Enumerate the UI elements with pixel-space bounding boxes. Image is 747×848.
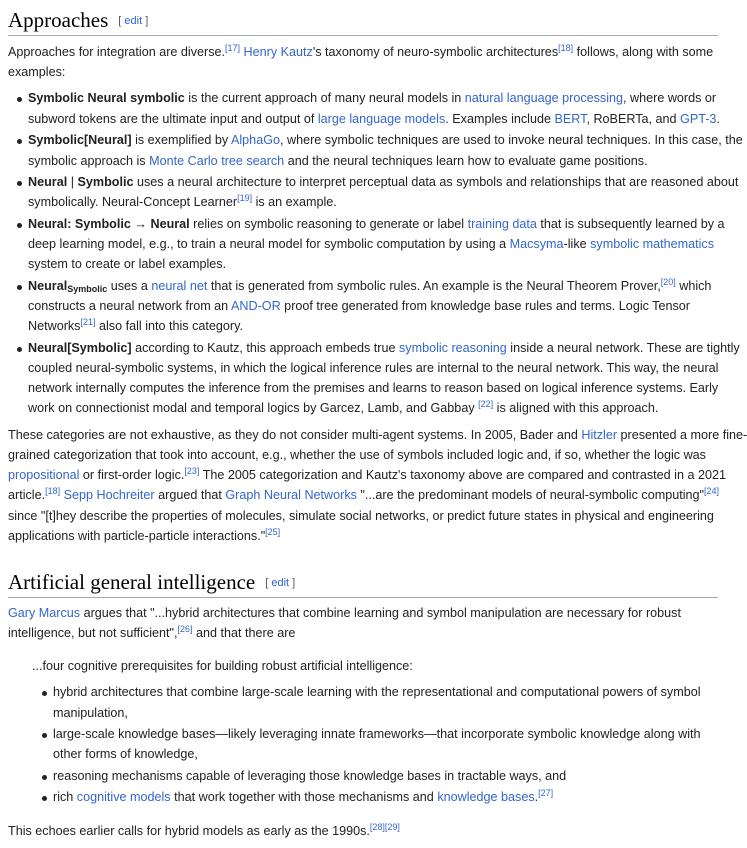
edit-section-link[interactable]: [ edit ] (118, 15, 149, 27)
text: system to create or label examples. (28, 257, 227, 271)
text: , where words or (623, 91, 717, 105)
link-alphago[interactable]: AlphaGo (230, 133, 280, 147)
text: Approaches for integration are diverse. (8, 45, 226, 59)
citation-21[interactable]: [21] (80, 316, 96, 327)
text: article. (8, 488, 46, 502)
quote-list-item (53, 767, 566, 785)
bullet-dot (17, 223, 22, 228)
text: inside a neural network. These are tightly (506, 341, 740, 355)
text: that is subsequently learned by a (536, 217, 725, 231)
text: rich (53, 790, 77, 804)
list-item-cont (28, 235, 714, 253)
link-symbolic-reasoning[interactable]: symbolic reasoning (399, 341, 507, 355)
text: is exemplified by (131, 133, 231, 147)
text: . (716, 112, 720, 126)
citation-28[interactable]: [28] (369, 821, 385, 832)
quote-list-item-cont (53, 704, 128, 722)
text: ...four cognitive prerequisites for building robust artificial intelligence: (32, 659, 413, 673)
paragraph-line (8, 527, 280, 545)
text: according to Kautz, this approach embeds true (131, 341, 399, 355)
link-nlp[interactable]: natural language processing (464, 91, 624, 105)
section-heading-approaches (8, 7, 148, 34)
list-item-cont (28, 110, 720, 128)
text: since "[t]hey describe the properties of molecules, simulate social networks, or predict future states in physical and engineering (8, 509, 714, 523)
paragraph-line (8, 604, 681, 622)
text: argues that "...hybrid architectures that combine learning and symbol manipulation are necessary for robust (80, 606, 681, 620)
text: presented a more fine- (617, 428, 747, 442)
link-symbolic-mathematics[interactable]: symbolic mathematics (590, 237, 714, 251)
list-item-cont (28, 317, 243, 335)
bullet-dot (42, 733, 47, 738)
text: symbolically. Neural-Concept Learner (28, 195, 238, 209)
link-knowledge-bases[interactable]: knowledge bases (437, 790, 535, 804)
quote-list-item (53, 725, 701, 743)
text: uses a neural architecture to interpret perceptual data as symbols and relationships that are reasoned about (133, 175, 739, 189)
citation-17[interactable]: [17] (225, 42, 241, 53)
text: and that there are (192, 626, 296, 640)
text: work on connectionist modal and temporal logics by Garcez, Lamb, and Gabbay (28, 401, 479, 415)
paragraph-line (8, 624, 295, 642)
text: and the neural techniques learn how to evaluate game positions. (284, 154, 648, 168)
bold-term: Symbolic[Neural] (28, 133, 132, 147)
link-mcts[interactable]: Monte Carlo tree search (149, 154, 285, 168)
quote-list-item (53, 683, 701, 701)
quote-list-item (53, 788, 553, 806)
heading-divider (8, 597, 718, 598)
paragraph-line (8, 43, 713, 61)
list-item-cont (28, 193, 337, 211)
list-item (28, 173, 738, 191)
text: constructs a neural network from an (28, 299, 231, 313)
text: | (67, 175, 78, 189)
text: 's taxonomy of neuro-symbolic architectures (312, 45, 559, 59)
bullet-dot (42, 796, 47, 801)
text: Neural (28, 279, 68, 293)
list-item (28, 131, 743, 149)
link-propositional[interactable]: propositional (8, 468, 80, 482)
citation-24[interactable]: [24] (703, 485, 719, 496)
paragraph-line (8, 507, 714, 525)
link-macsyma[interactable]: Macsyma (509, 237, 564, 251)
text: other forms of knowledge, (53, 747, 198, 761)
text: symbolic approach is (28, 154, 150, 168)
citation-27[interactable]: [27] (538, 787, 554, 798)
list-item-cont (28, 152, 648, 170)
text: follows, along with some (573, 45, 714, 59)
link-gpt3[interactable]: GPT-3 (680, 112, 717, 126)
bullet-dot (17, 181, 22, 186)
text: Networks (28, 319, 81, 333)
edit-section-link[interactable]: [ edit ] (265, 577, 296, 589)
link-sepp-hochreiter[interactable]: Sepp Hochreiter (63, 488, 155, 502)
bullet-dot (17, 285, 22, 290)
bullet-dot (42, 775, 47, 780)
section-heading-agi (8, 569, 295, 596)
text: hybrid architectures that combine large-scale learning with the representational and computational powers of symbol (53, 685, 701, 699)
text: proof tree generated from knowledge base rules and terms. Logic Tensor (280, 299, 690, 313)
citation-18[interactable]: [18] (45, 485, 61, 496)
bold-term: Symbolic Neural symbolic (28, 91, 185, 105)
text: examples: (8, 65, 66, 79)
list-item (28, 215, 725, 233)
list-item-cont (28, 297, 690, 315)
text: deep learning model, e.g., to train a neural model for symbolic computation by using a (28, 237, 510, 251)
list-item (28, 339, 740, 357)
bullet-dot (42, 691, 47, 696)
text: that is generated from symbolic rules. An example is the Neural Theorem Prover, (207, 279, 661, 293)
bullet-dot (17, 347, 22, 352)
heading-text: Artificial general intelligence (8, 570, 256, 594)
edit-link[interactable]: edit (124, 15, 143, 27)
list-item-cont (28, 359, 718, 377)
paragraph-line (8, 822, 400, 840)
text: The 2005 categorization and Kautz's taxonomy above are compared and contrasted in a 2021 (199, 468, 726, 482)
text: grained categorization that took into account, e.g., whether the use of symbols included logic and, if so, whether the logic was (8, 448, 706, 462)
citation-22[interactable]: [22] (478, 398, 494, 409)
citation-20[interactable]: [20] (660, 276, 676, 287)
blockquote-intro (32, 657, 413, 675)
bullet-dot (17, 139, 22, 144)
link-and-or[interactable]: AND-OR (231, 299, 281, 313)
bullet-dot (17, 97, 22, 102)
edit-link[interactable]: edit (271, 577, 290, 589)
text: or first-order logic. (79, 468, 185, 482)
paragraph-line (8, 466, 726, 484)
list-item (28, 89, 716, 107)
text: large-scale knowledge bases—likely leveraging innate frameworks—that incorporate symbolic knowledge along with (53, 727, 701, 741)
link-bert[interactable]: BERT (554, 112, 587, 126)
quote-list-item-cont (53, 745, 198, 763)
paragraph-line (8, 446, 706, 464)
subscript: Symbolic (67, 284, 108, 294)
bold-term: Neural[Symbolic] (28, 341, 132, 355)
link-neural-net[interactable]: neural net (151, 279, 208, 293)
text: which (675, 279, 712, 293)
paragraph-line (8, 486, 719, 504)
text: . (534, 790, 539, 804)
text: also fall into this category. (95, 319, 243, 333)
text: . Examples include (445, 112, 555, 126)
bold-term: Neural: Symbolic → Neural (28, 217, 190, 231)
citation-29[interactable]: [29] (384, 821, 400, 832)
citation-26[interactable]: [26] (177, 623, 193, 634)
text: "...are the predominant models of neural-symbolic computing" (356, 488, 704, 502)
bold-term (28, 279, 107, 293)
link-henry-kautz[interactable]: Henry Kautz (243, 45, 313, 59)
citation-25[interactable]: [25] (265, 526, 281, 537)
list-item (28, 277, 711, 298)
paragraph-line (8, 63, 65, 81)
link-hitzler[interactable]: Hitzler (581, 428, 618, 442)
bold-term: Symbolic (77, 175, 134, 189)
text: This echoes earlier calls for hybrid models as early as the 1990s. (8, 824, 370, 838)
text: manipulation, (53, 706, 128, 720)
text: subword tokens are the ultimate input and output of (28, 112, 318, 126)
text: -like (563, 237, 591, 251)
heading-text: Approaches (8, 8, 109, 32)
link-cognitive-models[interactable]: cognitive models (76, 790, 171, 804)
link-gary-marcus[interactable]: Gary Marcus (8, 606, 81, 620)
text: , where symbolic techniques are used to invoke neural techniques. In this case, the (280, 133, 743, 147)
link-training-data[interactable]: training data (467, 217, 537, 231)
link-graph-neural-networks[interactable]: Graph Neural Networks (225, 488, 357, 502)
bold-term: Neural (28, 175, 68, 189)
list-item-cont (28, 379, 718, 397)
citation-19[interactable]: [19] (237, 192, 253, 203)
text: applications with particle-particle interactions." (8, 529, 266, 543)
text: is aligned with this approach. (493, 401, 659, 415)
text: is the current approach of many neural models in (184, 91, 465, 105)
list-item-cont (28, 399, 658, 417)
paragraph-line (8, 426, 747, 444)
text: is an example. (252, 195, 337, 209)
list-item-cont (28, 255, 226, 273)
text: uses a (107, 279, 152, 293)
text: argued that (154, 488, 226, 502)
text: intelligence, but not sufficient", (8, 626, 178, 640)
text: that work together with those mechanisms and (170, 790, 438, 804)
citation-18[interactable]: [18] (558, 42, 574, 53)
text: relies on symbolic reasoning to generate or label (189, 217, 468, 231)
text: network internally computes the inference from the premises and learns to reason based on logical inference systems. Early (28, 381, 719, 395)
text: coupled neural-symbolic systems, in which the logical inference rules are internal to the neural network. This way, the neural (28, 361, 719, 375)
link-llm[interactable]: large language models (317, 112, 446, 126)
text: , RoBERTa, and (586, 112, 681, 126)
text: reasoning mechanisms capable of leveraging those knowledge bases in tractable ways, and (53, 769, 567, 783)
heading-divider (8, 35, 718, 36)
text: These categories are not exhaustive, as they do not consider multi-agent systems. In 2005, Bader and (8, 428, 582, 442)
citation-23[interactable]: [23] (184, 465, 200, 476)
